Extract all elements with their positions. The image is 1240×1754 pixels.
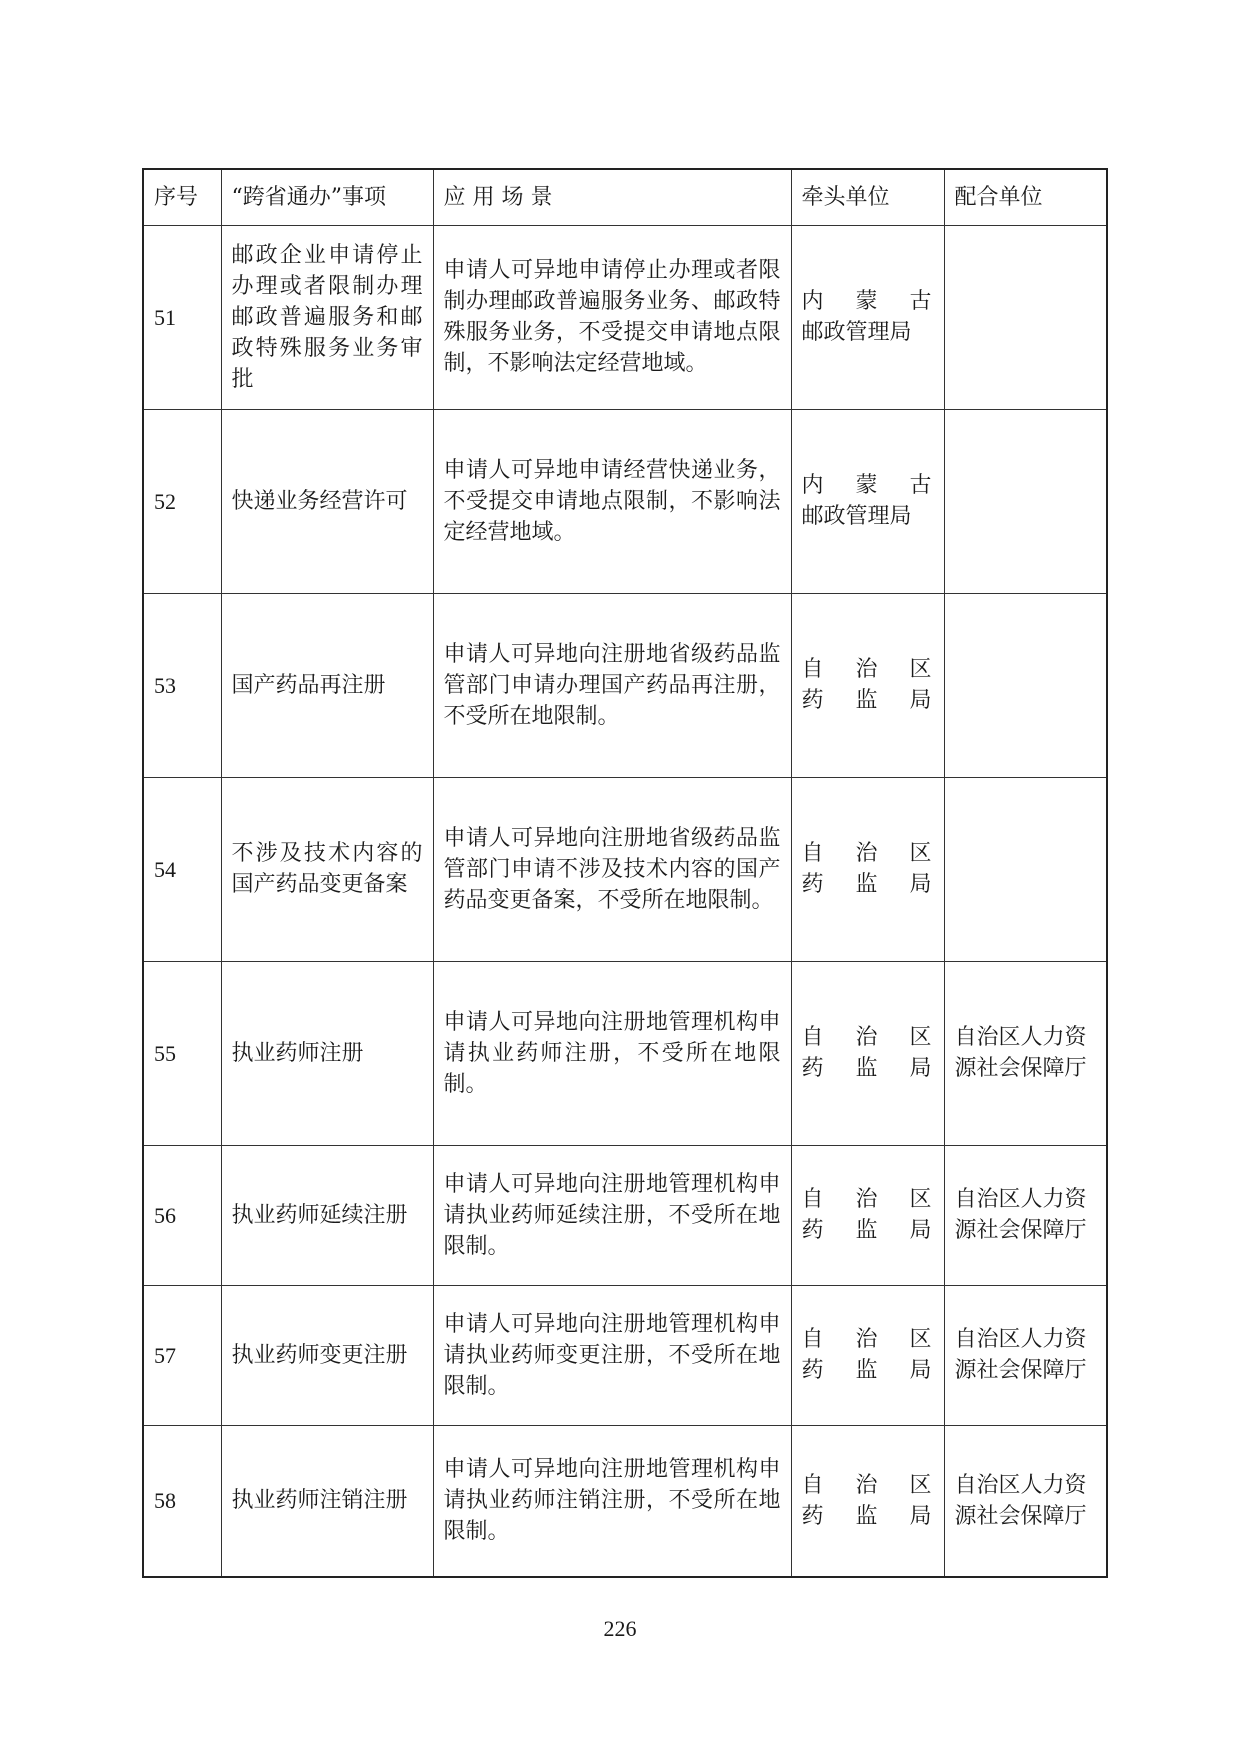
lead-line-2: 药 监 局 <box>801 1358 934 1383</box>
row-item: 执业药师变更注册 <box>221 1285 433 1425</box>
lead-line-2: 邮政管理局 <box>801 504 912 529</box>
table-row <box>143 593 1107 777</box>
row-lead <box>791 409 944 593</box>
row-scene: 申请人可异地向注册地省级药品监管部门申请不涉及技术内容的国产药品变更备案，不受所在地限制。 <box>433 777 791 961</box>
row-item: 快递业务经营许可 <box>221 409 433 593</box>
row-lead <box>791 777 944 961</box>
row-number: 55 <box>143 961 221 1145</box>
row-cooperate <box>944 225 1107 409</box>
row-lead <box>791 225 944 409</box>
lead-line-1: 内 蒙 古 <box>801 289 934 314</box>
table-row <box>143 1285 1107 1425</box>
row-scene: 申请人可异地向注册地管理机构申请执业药师变更注册，不受所在地限制。 <box>433 1285 791 1425</box>
lead-line-1: 自 治 区 <box>801 1025 934 1050</box>
lead-line-1: 自 治 区 <box>801 1327 934 1352</box>
row-lead <box>791 593 944 777</box>
row-number: 51 <box>143 225 221 409</box>
table-header-row <box>143 169 1107 225</box>
lead-line-2: 药 监 局 <box>801 1218 934 1243</box>
row-item: 不涉及技术内容的国产药品变更备案 <box>221 777 433 961</box>
lead-line-2: 药 监 局 <box>801 1503 934 1529</box>
row-item: 邮政企业申请停止办理或者限制办理邮政普遍服务和邮政特殊服务业务审批 <box>221 225 433 409</box>
row-scene: 申请人可异地向注册地管理机构申请执业药师注销注册，不受所在地限制。 <box>433 1425 791 1577</box>
lead-line-1: 自 治 区 <box>801 1472 934 1498</box>
table-row <box>143 225 1107 409</box>
row-number: 58 <box>143 1425 221 1577</box>
row-number: 54 <box>143 777 221 961</box>
header-scene: 应 用 场 景 <box>433 169 791 225</box>
lead-line-2: 药 监 局 <box>801 1056 934 1081</box>
lead-line-1: 内 蒙 古 <box>801 473 934 498</box>
lead-line-2: 药 监 局 <box>801 688 934 713</box>
row-cooperate <box>944 409 1107 593</box>
row-cooperate: 自治区人力资源社会保障厅 <box>944 1285 1107 1425</box>
row-cooperate <box>944 777 1107 961</box>
row-cooperate <box>944 593 1107 777</box>
lead-line-1: 自 治 区 <box>801 657 934 682</box>
row-cooperate: 自治区人力资源社会保障厅 <box>944 1145 1107 1285</box>
lead-line-1: 自 治 区 <box>801 1187 934 1212</box>
row-scene: 申请人可异地向注册地管理机构申请执业药师注册，不受所在地限制。 <box>433 961 791 1145</box>
header-item: “跨省通办”事项 <box>221 169 433 225</box>
row-item: 执业药师注册 <box>221 961 433 1145</box>
row-scene: 申请人可异地向注册地管理机构申请执业药师延续注册，不受所在地限制。 <box>433 1145 791 1285</box>
row-scene: 申请人可异地申请停止办理或者限制办理邮政普遍服务业务、邮政特殊服务业务，不受提交申请地点限制，不影响法定经营地域。 <box>433 225 791 409</box>
row-lead <box>791 1285 944 1425</box>
row-scene: 申请人可异地向注册地省级药品监管部门申请办理国产药品再注册，不受所在地限制。 <box>433 593 791 777</box>
page-number: 226 <box>603 1616 637 1641</box>
row-cooperate: 自治区人力资源社会保障厅 <box>944 961 1107 1145</box>
row-item: 执业药师注销注册 <box>221 1425 433 1577</box>
row-item: 国产药品再注册 <box>221 593 433 777</box>
lead-line-2: 邮政管理局 <box>801 320 912 345</box>
row-number: 52 <box>143 409 221 593</box>
items-table <box>142 168 1108 1578</box>
table-row <box>143 409 1107 593</box>
row-cooperate: 自治区人力资源社会保障厅 <box>944 1425 1107 1577</box>
row-lead <box>791 961 944 1145</box>
row-scene: 申请人可异地申请经营快递业务，不受提交申请地点限制，不影响法定经营地域。 <box>433 409 791 593</box>
table-row <box>143 1145 1107 1285</box>
header-cooperate: 配合单位 <box>944 169 1107 225</box>
lead-line-1: 自 治 区 <box>801 841 934 866</box>
row-number: 57 <box>143 1285 221 1425</box>
table-row <box>143 961 1107 1145</box>
table-row <box>143 777 1107 961</box>
row-item: 执业药师延续注册 <box>221 1145 433 1285</box>
table-row <box>143 1425 1107 1577</box>
row-lead <box>791 1145 944 1285</box>
header-lead: 牵头单位 <box>791 169 944 225</box>
lead-line-2: 药 监 局 <box>801 872 934 897</box>
row-number: 53 <box>143 593 221 777</box>
row-number: 56 <box>143 1145 221 1285</box>
header-no: 序号 <box>143 169 221 225</box>
row-lead <box>791 1425 944 1577</box>
